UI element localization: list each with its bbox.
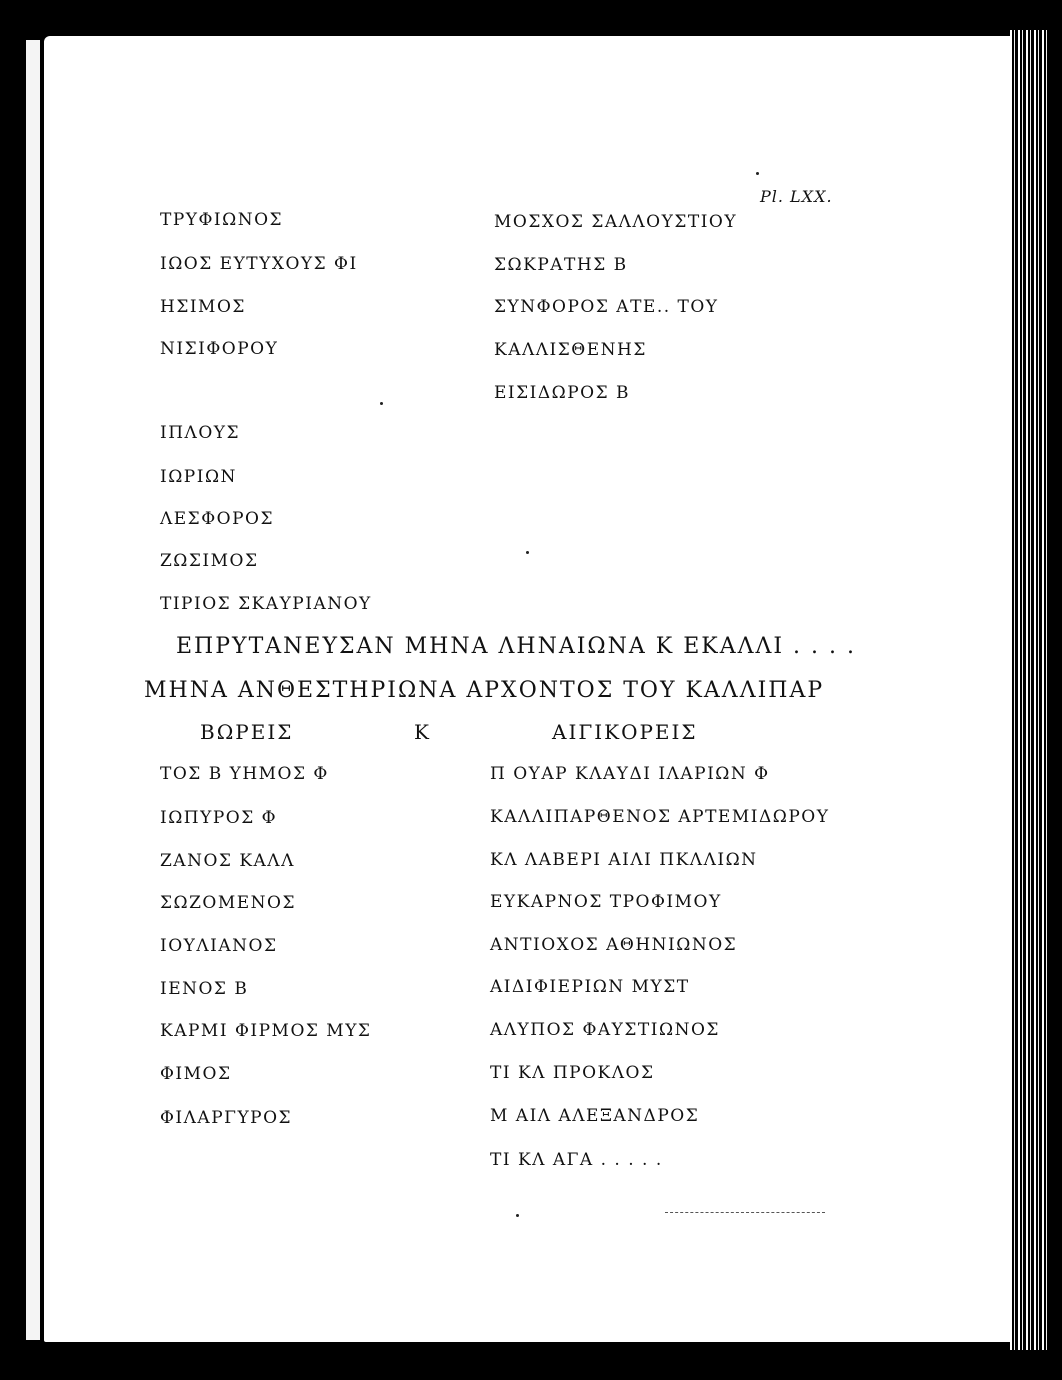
- lower-right-line: Μ ΑΙΛ ΑΛΕΞΑΝΔΡΟΣ: [490, 1106, 700, 1126]
- upper-left-line: ΙΠΛΟΥΣ: [160, 423, 240, 443]
- upper-left-line: ΤΙΡΙΟΣ ΣΚΑΥΡΙΑΝΟΥ: [160, 594, 372, 614]
- lower-right-line: ΑΙΔΙΦΙΕΡΙΩΝ ΜΥΣΤ: [490, 977, 690, 997]
- lower-left-line: ΣΩΖΟΜΕΝΟΣ: [160, 893, 297, 913]
- lower-right-line: Π ΟΥΑΡ ΚΛΑΥΔΙ ΙΛΑΡΙΩΝ Φ: [490, 764, 770, 784]
- ink-speck: [380, 402, 383, 405]
- lower-left-line: ΦΙΛΑΡΓΥΡΟΣ: [160, 1108, 293, 1128]
- upper-left-line: ΙΩΡΙΩΝ: [160, 467, 237, 487]
- lower-left-line: ΙΟΥΛΙΑΝΟΣ: [160, 936, 278, 956]
- upper-right-line: ΕΙΣΙΔΩΡΟΣ Β: [494, 383, 631, 403]
- heading-line-1: ΕΠΡΥΤΑΝΕΥΣΑΝ ΜΗΝΑ ΛΗΝΑΙΩΝΑ Κ ΕΚΑΛΛΙ . . . .: [176, 634, 856, 659]
- upper-right-line: ΣΩΚΡΑΤΗΣ Β: [494, 255, 628, 275]
- binding-strip: [26, 40, 40, 1340]
- upper-right-line: ΣΥΝΦΟΡΟΣ ΑΤΕ.. ΤΟΥ: [494, 297, 719, 317]
- lower-left-line: ΙΕΝΟΣ Β: [160, 979, 249, 999]
- lower-left-line: ΖΑΝΟΣ ΚΑΛΛ: [160, 851, 295, 871]
- lower-right-line: ΚΑΛΛΙΠΑΡΘΕΝΟΣ ΑΡΤΕΜΙΔΩΡΟΥ: [490, 807, 830, 827]
- lower-right-line: ΕΥΚΑΡΝΟΣ ΤΡΟΦΙΜΟΥ: [490, 892, 722, 912]
- tribe-connector: Κ: [414, 720, 431, 744]
- lower-right-line: ΤΙ ΚΛ ΑΓΑ . . . . .: [490, 1150, 663, 1170]
- upper-left-line: ΖΩΣΙΜΟΣ: [160, 551, 259, 571]
- upper-left-line: ΗΣΙΜΟΣ: [160, 297, 246, 317]
- tribe-left: ΒΩΡΕΙΣ: [200, 720, 294, 744]
- lower-left-line: ΤΟΣ Β ΥΗΜΟΣ Φ: [160, 764, 329, 784]
- plate-label: Pl. LXX.: [760, 187, 833, 206]
- lower-right-line: ΑΝΤΙΟΧΟΣ ΑΘΗΝΙΩΝΟΣ: [490, 935, 738, 955]
- lower-right-line: ΤΙ ΚΛ ΠΡΟΚΛΟΣ: [490, 1063, 655, 1083]
- ink-speck: [516, 1214, 519, 1217]
- upper-right-line: ΚΑΛΛΙΣΘΕΝΗΣ: [494, 340, 647, 360]
- upper-left-line: ΛΕΣΦΟΡΟΣ: [160, 509, 274, 529]
- lower-right-line: ΚΛ ΛΑΒΕΡΙ ΑΙΛΙ ΠΚΛΛΙΩΝ: [490, 850, 758, 870]
- heading-line-2: ΜΗΝΑ ΑΝΘΕΣΤΗΡΙΩΝΑ ΑΡΧΟΝΤΟΣ ΤΟΥ ΚΑΛΛΙΠΑΡ: [144, 678, 825, 703]
- lower-left-line: ΚΑΡΜΙ ΦΙΡΜΟΣ ΜΥΣ: [160, 1021, 372, 1041]
- ink-speck: [756, 172, 759, 175]
- page-fore-edge: [1010, 30, 1050, 1350]
- ink-speck: [526, 551, 529, 554]
- lower-left-line: ΙΩΠΥΡΟΣ Φ: [160, 808, 278, 828]
- upper-right-line: ΜΟΣΧΟΣ ΣΑΛΛΟΥΣΤΙΟΥ: [494, 212, 738, 232]
- upper-left-line: ΝΙΣΙΦΟΡΟΥ: [160, 339, 279, 359]
- lower-right-line: ΑΛΥΠΟΣ ΦΑΥΣΤΙΩΝΟΣ: [490, 1020, 720, 1040]
- lower-left-line: ΦΙΜΟΣ: [160, 1064, 232, 1084]
- tribe-right: ΑΙΓΙΚΟΡΕΙΣ: [552, 720, 698, 744]
- bottom-dash-rule: [665, 1212, 825, 1213]
- upper-left-line: ΙΩΟΣ ΕΥΤΥΧΟΥΣ ΦΙ: [160, 254, 358, 274]
- upper-left-line: ΤΡΥΦΙΩΝΟΣ: [160, 210, 284, 230]
